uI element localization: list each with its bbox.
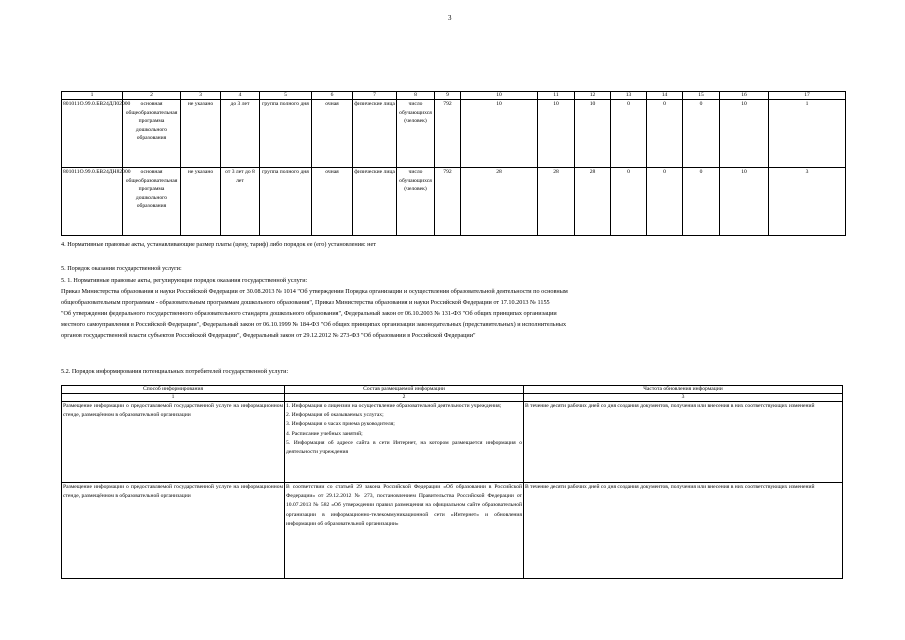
table-row [62, 168, 846, 236]
program-name: основная общеобразовательная программа дошкольного образования [123, 100, 181, 168]
table-cell: очная [312, 168, 353, 236]
content-item: 5. Информация об адресе сайта в сети Интернет, на котором размещается информация о деятельности учреждения [286, 439, 522, 456]
table-cell: 0 [647, 100, 683, 168]
informing-method: Размещение информации о предоставляемой государственной услуге на информационном стенде, размещённом в образовательной организации [62, 402, 285, 483]
table-cell: 0 [683, 100, 720, 168]
column-header: 1 [62, 92, 123, 100]
section-5-title: 5. Порядок оказания государственной услуги: [61, 265, 182, 272]
table-cell: группа полного дня [260, 100, 312, 168]
program-name: основная общеобразовательная программа дошкольного образования [123, 168, 181, 236]
table-cell: 10 [461, 100, 538, 168]
table-cell: 0 [683, 168, 720, 236]
column-header: 4 [221, 92, 260, 100]
table-row [62, 483, 843, 579]
column-header: Способ информирования [62, 386, 285, 394]
column-header: 9 [435, 92, 461, 100]
column-header: 8 [397, 92, 435, 100]
column-header: 16 [720, 92, 769, 100]
column-header: Состав размещаемой информации [285, 386, 524, 394]
table-cell: физические лица [353, 100, 397, 168]
information-content [285, 483, 524, 579]
legal-acts-line: "Об утверждении федерального государственного образовательного стандарта дошкольного образования", Федеральный закон от 06.10.2003 № 131-ФЗ "Об общих принципах организации [61, 310, 557, 317]
page-number: 3 [448, 14, 452, 22]
table-cell: группа полного дня [260, 168, 312, 236]
column-header: 7 [353, 92, 397, 100]
section-5-1-title: 5. 1. Нормативные правовые акты, регулирующие порядок оказания государственной услуги: [61, 277, 308, 284]
column-header: 2 [123, 92, 181, 100]
age-group: до 3 лет [221, 100, 260, 168]
table-cell: 10 [538, 100, 575, 168]
informing-method: Размещение информации о предоставляемой государственной услуге на информационном стенде, размещённом в образовательной организации [62, 483, 285, 579]
column-header: 17 [769, 92, 846, 100]
table-cell: 1 [769, 100, 846, 168]
update-frequency: В течение десяти рабочих дней со дня создания документов, получения или внесения в них соответствующих изменений [524, 402, 843, 483]
table-cell: число обучающихся (человек) [397, 168, 435, 236]
table-number-row [62, 394, 843, 402]
column-header: 11 [538, 92, 575, 100]
column-header: 3 [181, 92, 221, 100]
table-cell: 10 [720, 100, 769, 168]
column-number: 1 [62, 394, 285, 402]
content-item: 1. Информация о лицензии на осуществление образовательной деятельности учреждения; [286, 403, 502, 409]
table-cell: 10 [575, 100, 611, 168]
registry-code: 801011О.99.0.БВ24ДН82000 [62, 168, 123, 236]
table-cell: 28 [575, 168, 611, 236]
column-header: 5 [260, 92, 312, 100]
table-cell: число обучающихся (человек) [397, 100, 435, 168]
table-header-row [62, 92, 846, 100]
update-frequency: В течение десяти рабочих дней со дня создания документов, получения или внесения в них соответствующих изменений [524, 483, 843, 579]
table-cell: 0 [611, 168, 647, 236]
column-header: Частота обновления информации [524, 386, 843, 394]
table-cell: 792 [435, 100, 461, 168]
column-header: 10 [461, 92, 538, 100]
table-cell: 792 [435, 168, 461, 236]
column-header: 14 [647, 92, 683, 100]
column-header: 13 [611, 92, 647, 100]
table-header-row [62, 386, 843, 394]
legal-acts-line: Приказ Министерства образования и науки Российской Федерации от 30.08.2013 № 1014 "Об утверждении Порядка организации и осуществления образовательной деятельности по основным [61, 288, 568, 295]
table-cell: не указано [181, 100, 221, 168]
information-content [285, 402, 524, 483]
content-item: 3. Информация о часах приема руководителя; [286, 421, 395, 428]
age-group: от 3 лет до 8 лет [221, 168, 260, 236]
column-number: 2 [285, 394, 524, 402]
table-cell: 10 [720, 168, 769, 236]
section-4-text: 4. Нормативные правовые акты, устанавливающие размер платы (цену, тариф) либо порядок ее (его) установления: нет [61, 241, 376, 248]
column-header: 6 [312, 92, 353, 100]
content-item: В соответствии со статьей 29 закона Российской Федерации «Об образовании в Российской Федерации» от 29.12.2012 № 273, постановлением Правительства Российской Федерации от 10.07.2013 № 582 «Об утверждении правил размещения на официальном сайте образовательной организации в информационно-телекоммуникационной сети «Интернет» и обновления информации об образовательной организации» [286, 484, 522, 527]
table-cell: 0 [647, 168, 683, 236]
column-header: 15 [683, 92, 720, 100]
table-row [62, 100, 846, 168]
column-header: 12 [575, 92, 611, 100]
column-number: 3 [524, 394, 843, 402]
informing-table [61, 385, 843, 579]
table-cell: 0 [611, 100, 647, 168]
table-row [62, 402, 843, 483]
legal-acts-line: общеобразовательным программам - образовательным программам дошкольного образования", Приказ Министерства образования и науки Российской Федерации от 17.10.2013 № 1155 [61, 299, 550, 306]
table-cell: 3 [769, 168, 846, 236]
table-cell: 28 [461, 168, 538, 236]
table-cell: не указано [181, 168, 221, 236]
table-cell: очная [312, 100, 353, 168]
section-5-2-title: 5.2. Порядок информирования потенциальных потребителей государственной услуги: [61, 368, 289, 375]
legal-acts-line: местного самоуправления в Российской Федерации", Федеральный закон от 06.10.1999 № 184-ФЗ "Об общих принципах организации законодательных (представительных) и исполнительных [61, 321, 567, 328]
service-volume-table [61, 91, 846, 236]
table-cell: физические лица [353, 168, 397, 236]
registry-code: 801011О.99.0.БВ24ДЛ02000 [62, 100, 123, 168]
content-item: 4. Расписание учебных занятий; [286, 430, 363, 437]
content-item: 2. Информация об оказываемых услугах; [286, 412, 384, 419]
table-cell: 28 [538, 168, 575, 236]
legal-acts-line: органов государственной власти субъектов Российской Федерации", Федеральный закон от 29.12.2012 № 273-ФЗ "Об образовании в Российской Федерации" [61, 332, 476, 339]
